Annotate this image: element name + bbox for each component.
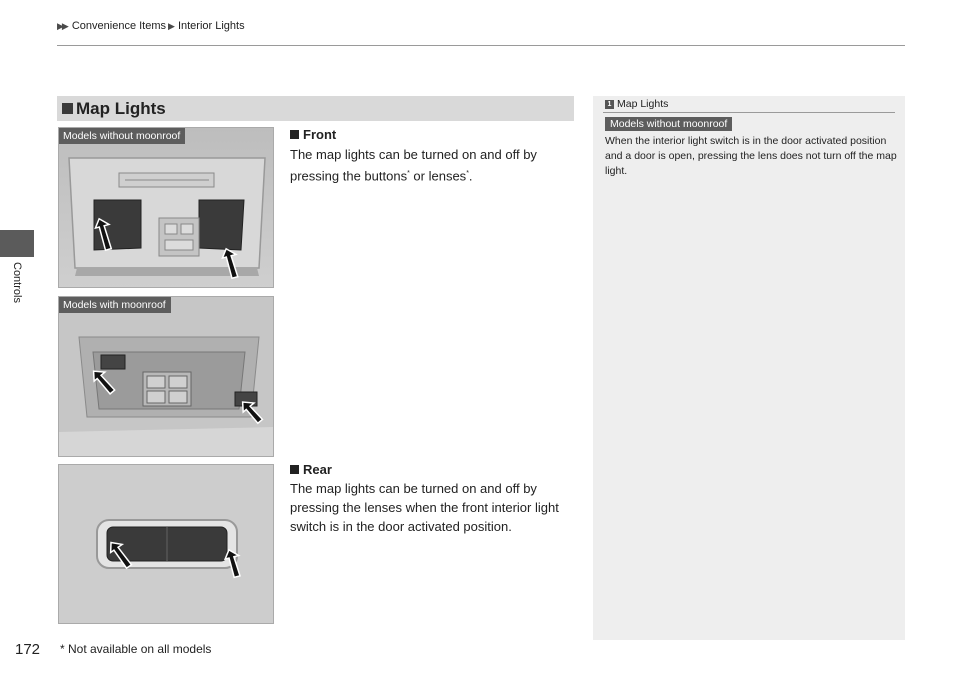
- breadcrumb-arrow-icon: ▶▶: [57, 20, 67, 31]
- note-title: [605, 98, 668, 110]
- headliner-console-illustration: [59, 128, 274, 288]
- heading-square-icon: [290, 130, 299, 139]
- overhead-console-illustration: [59, 297, 274, 457]
- front-heading-text: Front: [303, 127, 337, 142]
- rear-heading-text: Rear: [303, 462, 332, 477]
- chapter-label: Controls: [11, 262, 23, 303]
- page-number: 172: [15, 641, 41, 658]
- photo-variant-tag: Models without moonroof: [59, 128, 185, 144]
- section-title: Map Lights: [76, 98, 166, 118]
- notes-sidebar: [593, 96, 905, 640]
- breadcrumb-separator-icon: ▶: [168, 20, 173, 31]
- breadcrumb-item-convenience[interactable]: Convenience Items: [71, 20, 167, 32]
- photo-variant-tag: Models with moonroof: [59, 297, 171, 313]
- note-text: When the interior light switch is in the door activated position and a door is open, pressing the lens does not turn off the map light.: [605, 135, 897, 177]
- note-variant-tag: Models without moonroof: [605, 117, 732, 131]
- footnote-marker: *: [466, 170, 469, 177]
- footnote-marker: *: [407, 170, 410, 177]
- front-text-c: .: [468, 168, 473, 184]
- breadcrumb: [57, 20, 245, 32]
- note-number-icon: 1: [605, 100, 614, 109]
- note-divider: [603, 112, 895, 113]
- header-divider: [57, 45, 905, 46]
- rear-heading: [290, 462, 332, 477]
- front-map-lights-photo-no-moonroof: [58, 127, 274, 288]
- heading-square-icon: [290, 465, 299, 474]
- front-text-a: The map lights can be turned on and off by pressing the buttons: [290, 147, 537, 184]
- front-paragraph: [290, 145, 575, 185]
- rear-lens-illustration: [59, 465, 274, 624]
- front-heading: [290, 127, 336, 142]
- section-header: [57, 96, 574, 121]
- rear-paragraph: The map lights can be turned on and off by pressing the lenses when the front interior light switch is in the door activated position.: [290, 481, 559, 534]
- rear-map-lights-photo: [58, 464, 274, 624]
- section-square-icon: [62, 103, 73, 114]
- note-title-text: Map Lights: [617, 98, 669, 110]
- breadcrumb-item-interior-lights[interactable]: Interior Lights: [177, 20, 245, 32]
- front-text-b: or lenses: [409, 168, 467, 184]
- footnote: * Not available on all models: [60, 642, 212, 656]
- front-map-lights-photo-moonroof: [58, 296, 274, 457]
- chapter-tab[interactable]: [0, 230, 34, 257]
